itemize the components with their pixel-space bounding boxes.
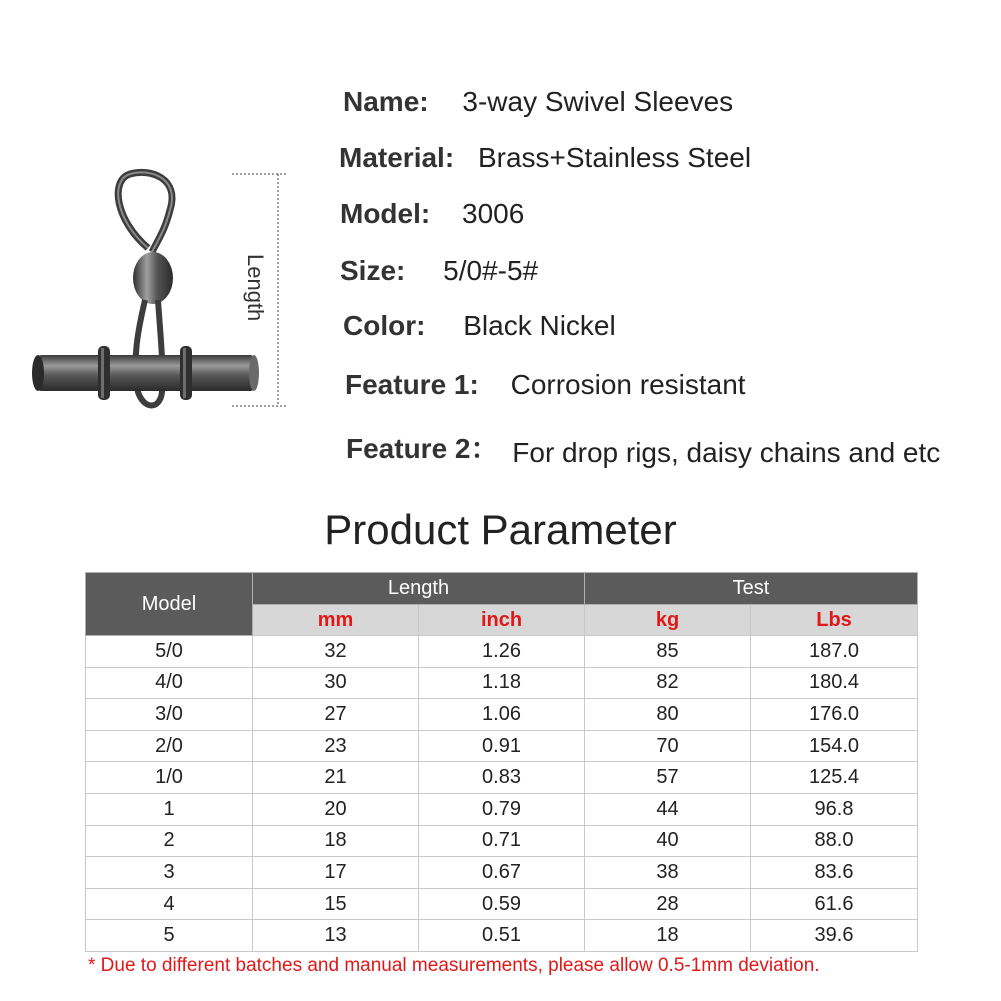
cell-inch: 0.59 — [419, 888, 585, 920]
spec-color-value: Black Nickel — [463, 310, 616, 341]
cell-mm: 21 — [253, 762, 419, 794]
header-length: Length — [253, 573, 585, 605]
header-test: Test — [585, 573, 918, 605]
header-unit-inch: inch — [419, 605, 585, 636]
cell-lbs: 61.6 — [751, 888, 918, 920]
spec-feature-2-value: For drop rigs, daisy chains and etc — [512, 437, 941, 468]
cell-mm: 20 — [253, 793, 419, 825]
table-row — [86, 920, 918, 952]
cell-inch: 0.71 — [419, 825, 585, 857]
cell-model: 1/0 — [86, 762, 253, 794]
cell-lbs: 96.8 — [751, 793, 918, 825]
cell-mm: 13 — [253, 920, 419, 952]
table-row — [86, 825, 918, 857]
cell-model: 5/0 — [86, 636, 253, 668]
spec-feature-2 — [346, 427, 940, 467]
cell-lbs: 187.0 — [751, 636, 918, 668]
cell-inch: 1.18 — [419, 667, 585, 699]
table-row — [86, 762, 918, 794]
cell-model: 1 — [86, 793, 253, 825]
cell-lbs: 88.0 — [751, 825, 918, 857]
spec-size — [340, 255, 538, 287]
spec-feature-1-label: Feature 1: — [345, 369, 479, 400]
cell-kg: 40 — [585, 825, 751, 857]
swivel-sleeve-illustration — [20, 160, 320, 420]
cell-mm: 27 — [253, 699, 419, 731]
cell-model: 2/0 — [86, 730, 253, 762]
cell-lbs: 176.0 — [751, 699, 918, 731]
header-model: Model — [86, 573, 253, 636]
table-row — [86, 667, 918, 699]
cell-lbs: 83.6 — [751, 857, 918, 889]
cell-kg: 38 — [585, 857, 751, 889]
cell-kg: 18 — [585, 920, 751, 952]
cell-lbs: 125.4 — [751, 762, 918, 794]
spec-model-label: Model: — [340, 198, 431, 229]
cell-model: 2 — [86, 825, 253, 857]
table-row — [86, 857, 918, 889]
cell-inch: 0.83 — [419, 762, 585, 794]
header-unit-mm: mm — [253, 605, 419, 636]
table-row — [86, 888, 918, 920]
spec-name — [343, 86, 733, 118]
parameter-table — [85, 572, 918, 952]
cell-model: 4/0 — [86, 667, 253, 699]
spec-material-value: Brass+Stainless Steel — [477, 142, 752, 173]
spec-name-label: Name: — [343, 86, 429, 117]
cell-inch: 0.67 — [419, 857, 585, 889]
spec-feature-1-value: Corrosion resistant — [510, 369, 746, 400]
product-image — [20, 160, 320, 420]
cell-lbs: 154.0 — [751, 730, 918, 762]
cell-inch: 0.79 — [419, 793, 585, 825]
cell-model: 5 — [86, 920, 253, 952]
table-row — [86, 793, 918, 825]
spec-feature-1 — [345, 369, 746, 401]
cell-mm: 23 — [253, 730, 419, 762]
cell-kg: 57 — [585, 762, 751, 794]
table-row — [86, 730, 918, 762]
cell-inch: 1.06 — [419, 699, 585, 731]
cell-mm: 17 — [253, 857, 419, 889]
cell-mm: 18 — [253, 825, 419, 857]
header-unit-lbs: Lbs — [751, 605, 918, 636]
header-unit-kg: kg — [585, 605, 751, 636]
cell-kg: 85 — [585, 636, 751, 668]
cell-kg: 82 — [585, 667, 751, 699]
cell-inch: 0.51 — [419, 920, 585, 952]
deviation-note: * Due to different batches and manual measurements, please allow 0.5-1mm deviation. — [88, 955, 820, 976]
cell-mm: 30 — [253, 667, 419, 699]
cell-lbs: 39.6 — [751, 920, 918, 952]
length-dimension-label: Length — [243, 254, 268, 322]
cell-kg: 44 — [585, 793, 751, 825]
cell-model: 3/0 — [86, 699, 253, 731]
spec-name-value: 3-way Swivel Sleeves — [462, 86, 734, 117]
spec-model — [340, 198, 524, 230]
cell-lbs: 180.4 — [751, 667, 918, 699]
spec-material — [339, 142, 751, 174]
table-row — [86, 699, 918, 731]
cell-inch: 1.26 — [419, 636, 585, 668]
cell-kg: 28 — [585, 888, 751, 920]
cell-mm: 32 — [253, 636, 419, 668]
spec-color — [343, 310, 616, 342]
product-parameter-title: Product Parameter — [324, 506, 677, 553]
cell-kg: 70 — [585, 730, 751, 762]
spec-color-label: Color: — [343, 310, 426, 341]
cell-mm: 15 — [253, 888, 419, 920]
spec-model-value: 3006 — [462, 198, 525, 229]
cell-kg: 80 — [585, 699, 751, 731]
spec-size-label: Size: — [340, 255, 406, 286]
table-row — [86, 636, 918, 668]
cell-inch: 0.91 — [419, 730, 585, 762]
cell-model: 3 — [86, 857, 253, 889]
spec-feature-2-label: Feature 2： — [346, 433, 499, 464]
spec-material-label: Material: — [339, 142, 455, 173]
cell-model: 4 — [86, 888, 253, 920]
spec-size-value: 5/0#-5# — [443, 255, 539, 286]
